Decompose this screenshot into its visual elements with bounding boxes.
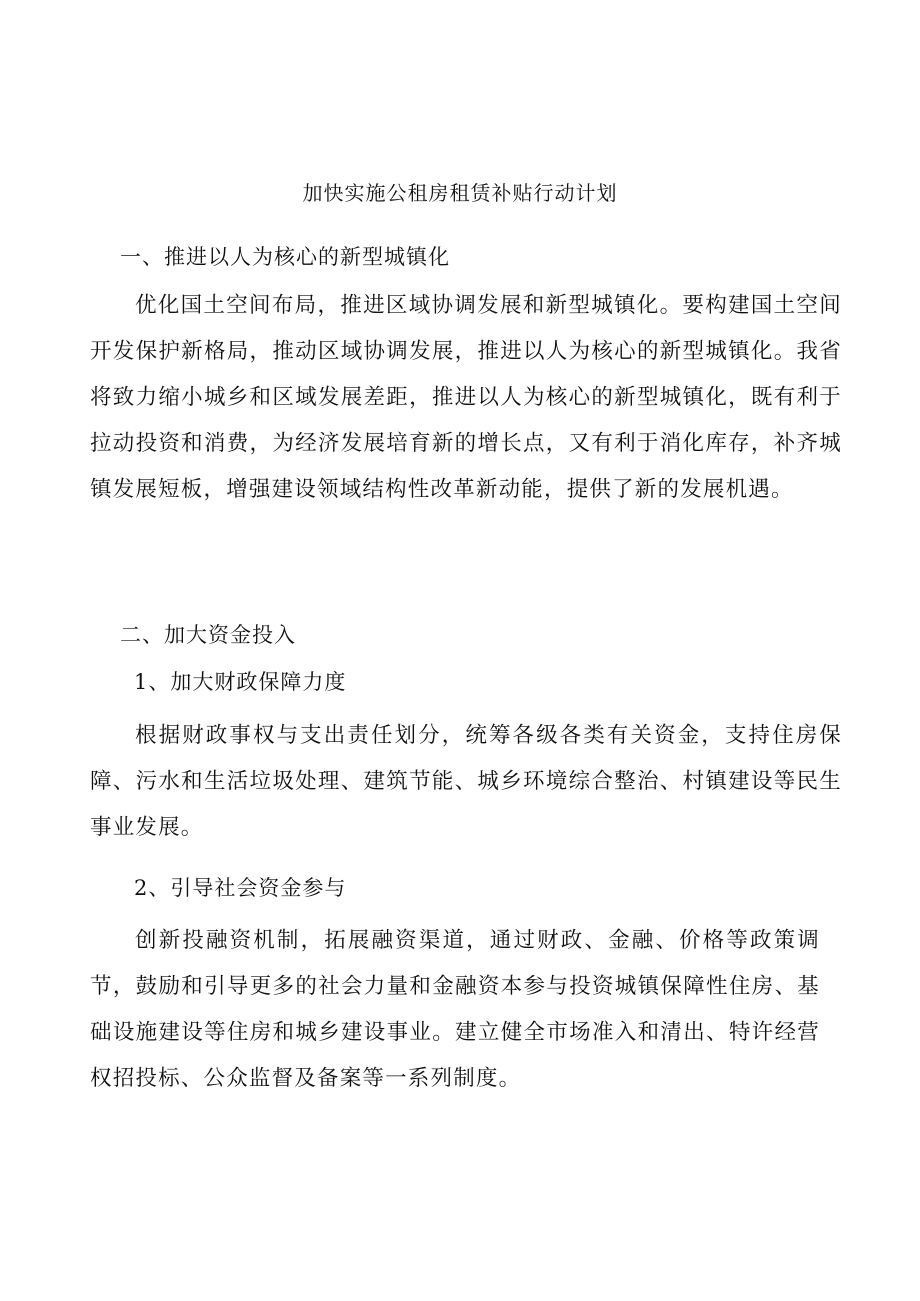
section-1-paragraph: 优化国土空间布局，推进区域协调发展和新型城镇化。要构建国土空间开发保护新格局，推动区域协调发展，推进以人为核心的新型城镇化。我省将致力缩小城乡和区域发展差距，推进以人为核心的新型城镇化，既有利于拉动投资和消费，为经济发展培育新的增长点，又有利于消化库存，补齐城镇发展短板，增强建设领域结构性改革新动能，提供了新的发展机遇。 (90, 293, 842, 502)
subsection-2-paragraph: 创新投融资机制，拓展融资渠道，通过财政、金融、价格等政策调节，鼓励和引导更多的社会力量和金融资本参与投资城镇保障性住房、基础设施建设等住房和城乡建设事业。建立健全市场准入和清出、特许经营权招投标、公众监督及备案等一系列制度。 (90, 928, 820, 1091)
section-2-heading: 二、加大资金投入 (120, 623, 296, 647)
section-1-heading: 一、推进以人为核心的新型城镇化 (120, 245, 450, 269)
subsection-1-heading: 1、加大财政保障力度 (134, 670, 347, 694)
subsection-1-paragraph: 根据财政事权与支出责任划分，统筹各级各类有关资金，支持住房保障、污水和生活垃圾处理、建筑节能、城乡环境综合整治、村镇建设等民生事业发展。 (90, 723, 842, 840)
document-title: 加快实施公租房租赁补贴行动计划 (302, 181, 618, 205)
subsection-2-heading: 2、引导社会资金参与 (134, 876, 347, 900)
